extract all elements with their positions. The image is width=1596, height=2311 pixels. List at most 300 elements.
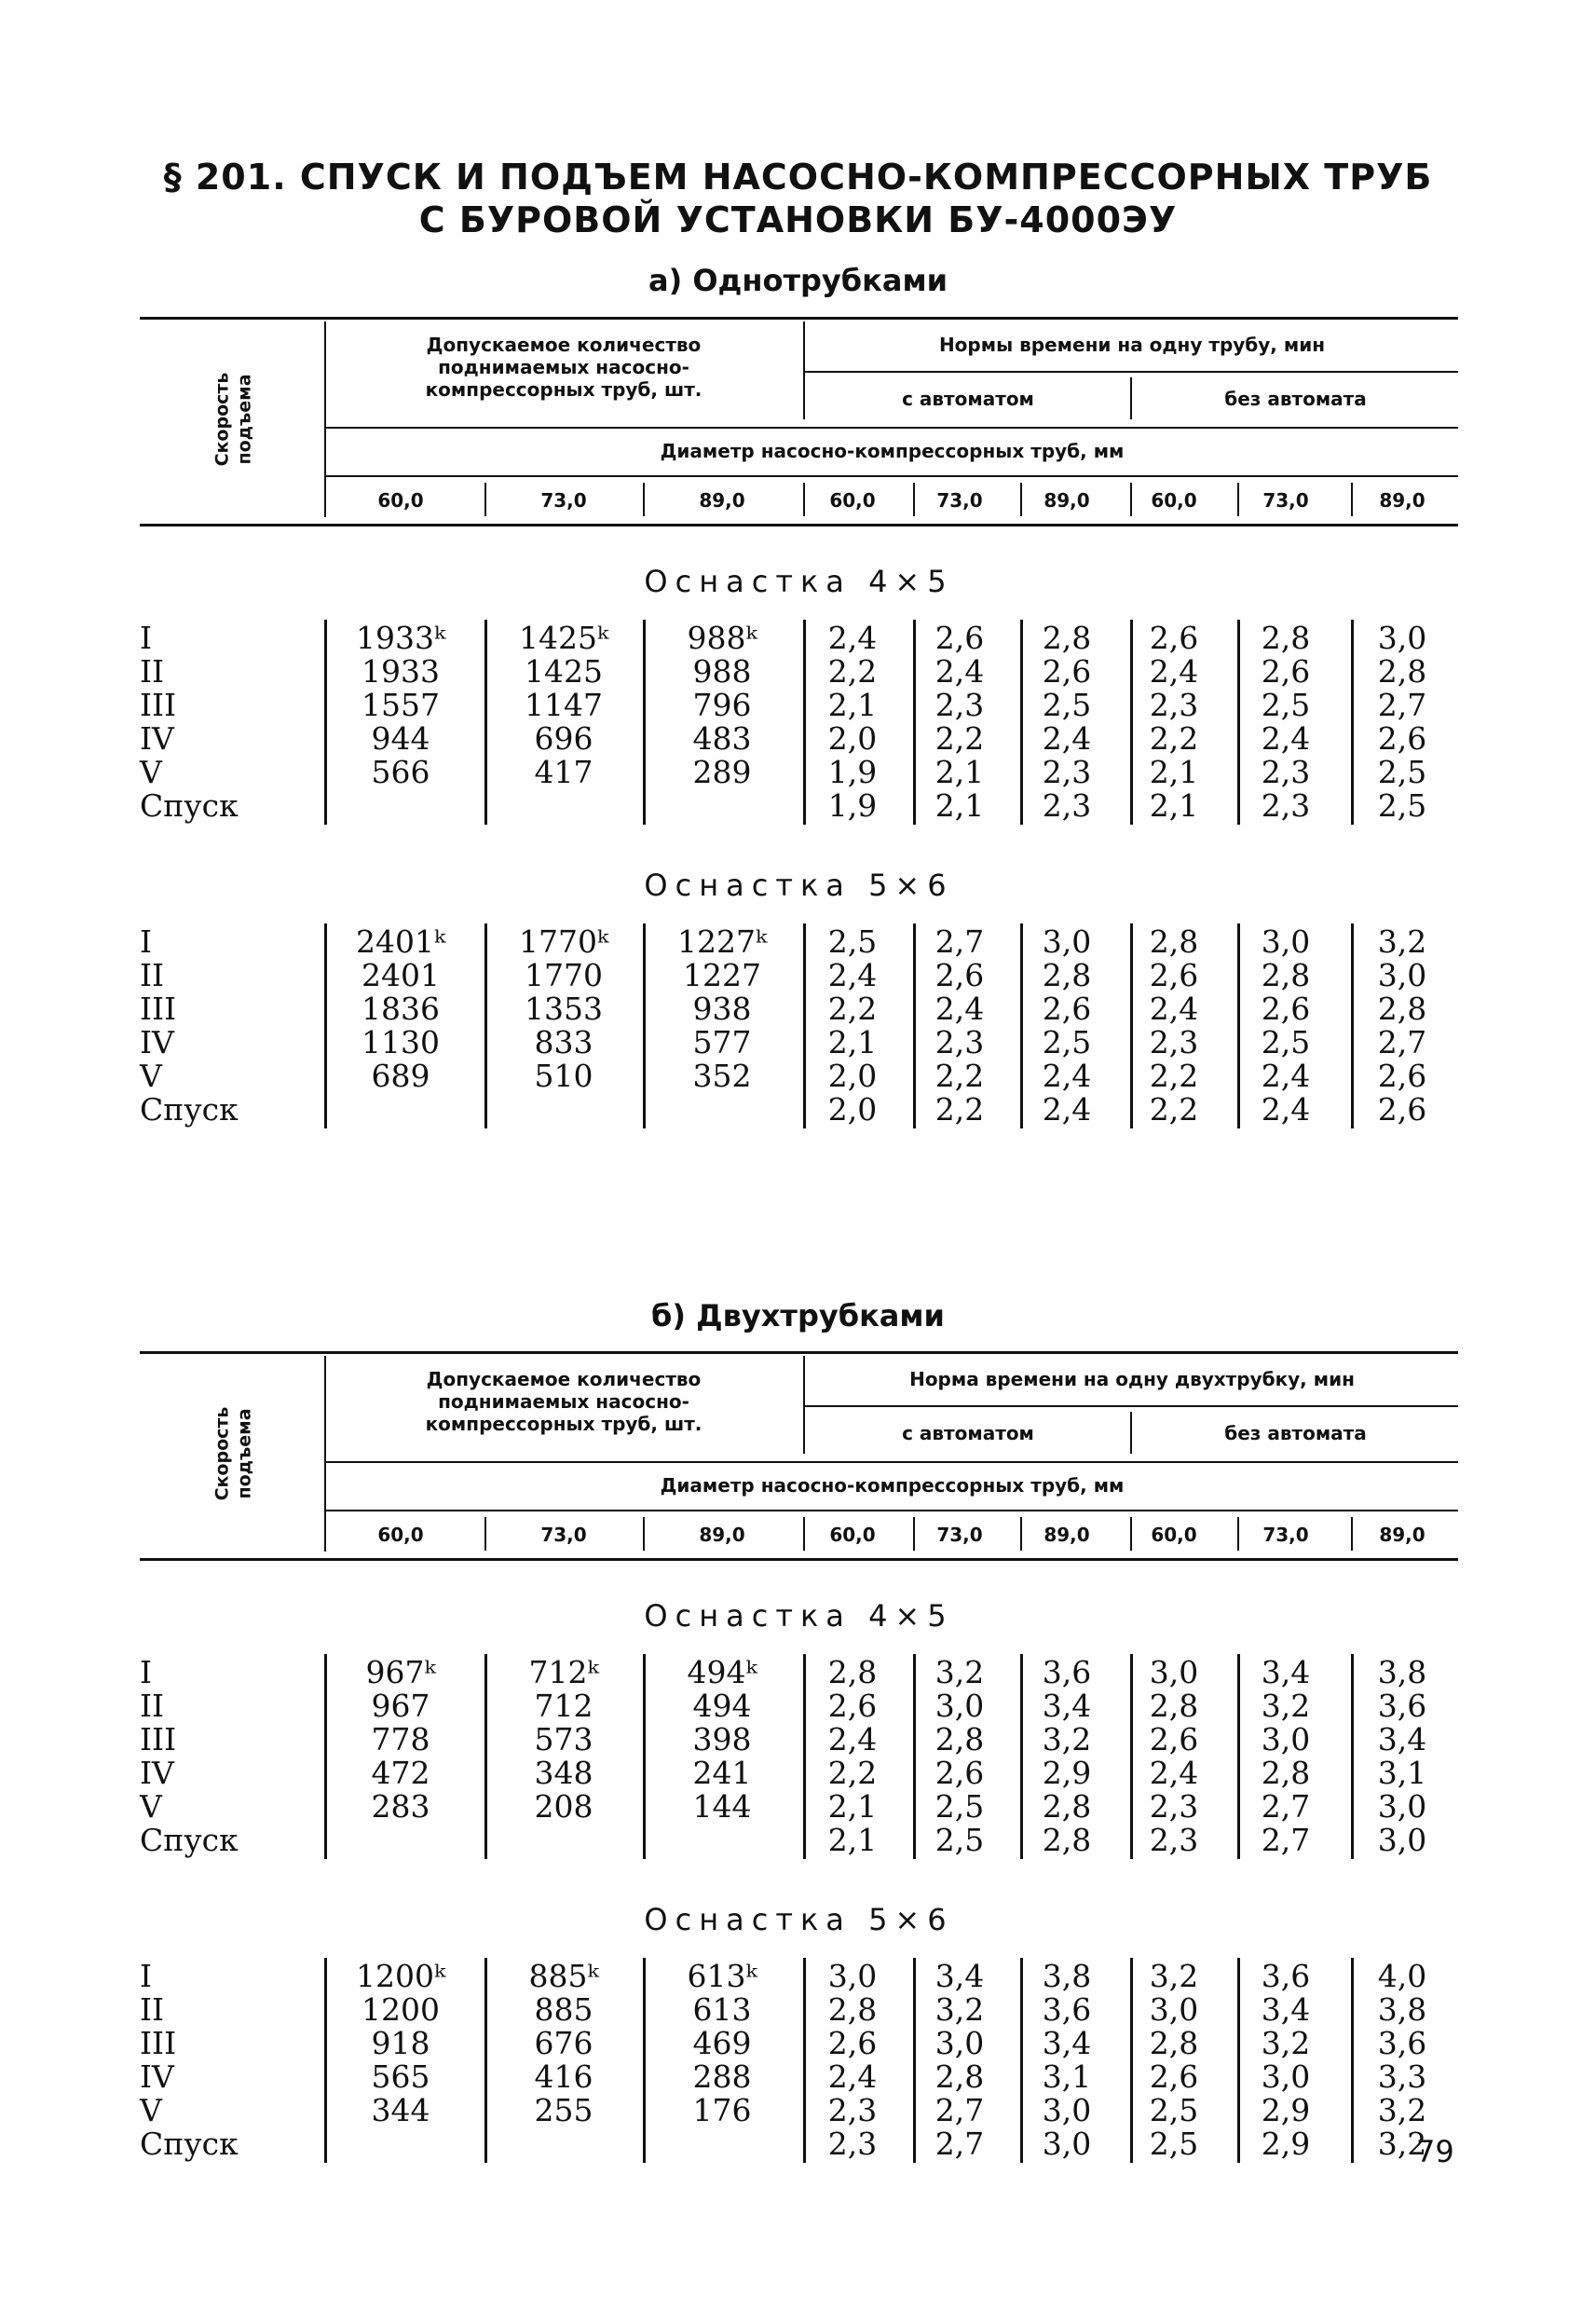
diameter-label: Диаметр насосно-компрессорных труб, мм xyxy=(660,440,1125,462)
section-a-title: а) Однотрубками xyxy=(648,263,948,298)
value-cell: 712 xyxy=(534,1688,593,1724)
diameter-value: 73,0 xyxy=(540,1524,587,1546)
diameter-value: 73,0 xyxy=(936,489,983,512)
value-cell: 2,5 xyxy=(1377,754,1427,790)
value-cell: 3,2 xyxy=(934,1654,985,1690)
value-cell: 2,7 xyxy=(934,923,985,960)
value-cell: 1200ᵏ xyxy=(355,1958,446,1994)
value-cell: 1557 xyxy=(361,687,440,723)
value-cell: 3,2 xyxy=(1042,1721,1092,1757)
value-cell: 2,2 xyxy=(1149,720,1199,757)
diameter-value: 60,0 xyxy=(829,489,876,512)
value-cell: 2,0 xyxy=(827,720,878,757)
value-cell: 3,2 xyxy=(1149,1958,1199,1994)
column-rule xyxy=(803,1654,806,1859)
value-cell: 696 xyxy=(534,720,593,757)
value-cell: 1933ᵏ xyxy=(355,620,446,656)
value-cell: 2,0 xyxy=(827,1058,878,1094)
count-label: Допускаемое количество поднимаемых насосно- компрессорных труб, шт. xyxy=(425,334,703,401)
rule-line xyxy=(484,1517,486,1551)
rule-line xyxy=(140,1558,1458,1561)
value-cell: 2,4 xyxy=(934,653,985,690)
column-rule xyxy=(913,1654,916,1859)
column-rule xyxy=(643,923,646,1128)
table-row xyxy=(140,1026,1458,1060)
speed-cell: IV xyxy=(140,2058,174,2095)
value-cell: 2,6 xyxy=(827,2025,878,2061)
value-cell: 613 xyxy=(692,1991,752,2028)
value-cell: 510 xyxy=(534,1058,593,1094)
rigging-group-title: Оснастка 4×5 xyxy=(644,564,954,599)
table-row xyxy=(140,1723,1458,1757)
value-cell: 3,8 xyxy=(1377,1991,1427,2028)
value-cell: 573 xyxy=(534,1721,593,1757)
value-cell: 1836 xyxy=(361,991,440,1027)
value-cell: 2,4 xyxy=(827,957,878,993)
value-cell: 2,1 xyxy=(827,1788,878,1825)
speed-label-text: Скорость подъема xyxy=(211,372,254,467)
value-cell: 2,6 xyxy=(1377,720,1427,757)
value-cell: 417 xyxy=(534,754,593,790)
value-cell: 2,9 xyxy=(1261,2092,1311,2128)
value-cell: 3,0 xyxy=(1042,2126,1092,2162)
value-cell: 1130 xyxy=(361,1024,440,1060)
value-cell: 255 xyxy=(534,2092,593,2128)
value-cell: 2,6 xyxy=(1149,1721,1199,1757)
value-cell: 2,1 xyxy=(934,787,985,824)
rule-line xyxy=(140,524,1458,526)
value-cell: 1147 xyxy=(525,687,603,723)
value-cell: 2,3 xyxy=(827,2126,878,2162)
speed-cell: Спуск xyxy=(140,787,239,824)
value-cell: 2,4 xyxy=(1042,1091,1092,1128)
value-cell: 2,3 xyxy=(1149,1788,1199,1825)
rule-line xyxy=(140,317,1458,320)
diameter-value: 73,0 xyxy=(1262,489,1309,512)
rule-line xyxy=(803,371,1458,373)
table-row xyxy=(140,789,1458,823)
value-cell: 2401ᵏ xyxy=(355,923,446,960)
diameter-value: 89,0 xyxy=(1044,489,1090,512)
value-cell: 2,8 xyxy=(827,1991,878,2028)
value-cell: 3,0 xyxy=(1042,923,1092,960)
rule-line xyxy=(1130,1412,1132,1454)
value-cell: 712ᵏ xyxy=(528,1654,599,1690)
speed-label xyxy=(140,326,326,513)
table-header xyxy=(140,1351,1458,1561)
value-cell: 3,4 xyxy=(1042,2025,1092,2061)
speed-cell: III xyxy=(140,2025,177,2061)
value-cell: 2,2 xyxy=(934,1058,985,1094)
value-cell: 2,4 xyxy=(1149,991,1199,1027)
value-cell: 3,4 xyxy=(1042,1688,1092,1724)
table-row xyxy=(140,722,1458,756)
speed-cell: Спуск xyxy=(140,1822,239,1858)
value-cell: 2,8 xyxy=(1261,957,1311,993)
value-cell: 2,5 xyxy=(1149,2126,1199,2162)
value-cell: 398 xyxy=(692,1721,752,1757)
value-cell: 2,7 xyxy=(1261,1822,1311,1858)
value-cell: 283 xyxy=(371,1788,430,1825)
value-cell: 3,6 xyxy=(1042,1991,1092,2028)
column-rule xyxy=(803,1958,806,2163)
value-cell: 2,3 xyxy=(827,2092,878,2128)
table-row xyxy=(140,756,1458,789)
speed-cell: Спуск xyxy=(140,2126,239,2162)
value-cell: 2,5 xyxy=(1042,1024,1092,1060)
table-row xyxy=(140,622,1458,655)
column-rule xyxy=(1351,923,1354,1128)
with-auto-label: с автоматом xyxy=(902,388,1034,410)
value-cell: 2,3 xyxy=(1042,754,1092,790)
value-cell: 2,6 xyxy=(1149,957,1199,993)
rule-line xyxy=(484,483,486,516)
column-rule xyxy=(1351,1654,1354,1859)
rule-line xyxy=(803,1405,1458,1407)
value-cell: 2,8 xyxy=(934,1721,985,1757)
rule-line xyxy=(1130,377,1132,419)
value-cell: 2,8 xyxy=(1261,1755,1311,1791)
value-cell: 2,4 xyxy=(1149,653,1199,690)
column-rule xyxy=(913,1958,916,2163)
value-cell: 3,0 xyxy=(934,1688,985,1724)
speed-cell: V xyxy=(140,2092,162,2128)
value-cell: 3,6 xyxy=(1377,2025,1427,2061)
column-rule xyxy=(1130,620,1133,825)
value-cell: 2,5 xyxy=(1042,687,1092,723)
section-b-title: б) Двухтрубками xyxy=(651,1298,945,1333)
value-cell: 2,3 xyxy=(934,1024,985,1060)
speed-cell: III xyxy=(140,1721,177,1757)
value-cell: 967ᵏ xyxy=(365,1654,436,1690)
speed-cell: I xyxy=(140,620,153,656)
speed-cell: I xyxy=(140,1958,153,1994)
value-cell: 3,2 xyxy=(1377,923,1427,960)
value-cell: 988 xyxy=(692,653,752,690)
value-cell: 3,1 xyxy=(1042,2058,1092,2095)
value-cell: 4,0 xyxy=(1377,1958,1427,1994)
column-rule xyxy=(643,620,646,825)
value-cell: 2,8 xyxy=(1149,2025,1199,2061)
value-cell: 1770ᵏ xyxy=(518,923,609,960)
value-cell: 938 xyxy=(692,991,752,1027)
value-cell: 2,1 xyxy=(827,1822,878,1858)
value-cell: 2,5 xyxy=(934,1788,985,1825)
value-cell: 577 xyxy=(692,1024,752,1060)
value-cell: 2,5 xyxy=(1261,687,1311,723)
value-cell: 3,2 xyxy=(1377,2092,1427,2128)
time-label: Нормы времени на одну трубу, мин xyxy=(938,334,1326,356)
value-cell: 2,9 xyxy=(1261,2126,1311,2162)
column-rule xyxy=(913,923,916,1128)
value-cell: 1933 xyxy=(361,653,440,690)
value-cell: 3,0 xyxy=(1377,1788,1427,1825)
speed-label-text: Скорость подъема xyxy=(211,1406,254,1501)
diameter-value: 60,0 xyxy=(829,1524,876,1546)
rule-line xyxy=(326,427,1458,429)
value-cell: 2,2 xyxy=(827,991,878,1027)
value-cell: 2,1 xyxy=(827,1024,878,1060)
with-auto-label: с автоматом xyxy=(902,1422,1034,1444)
value-cell: 2,8 xyxy=(1042,957,1092,993)
column-rule xyxy=(1351,1958,1354,2163)
value-cell: 3,0 xyxy=(1042,2092,1092,2128)
value-cell: 3,0 xyxy=(1261,2058,1311,2095)
value-cell: 3,0 xyxy=(827,1958,878,1994)
table-row xyxy=(140,689,1458,722)
column-rule xyxy=(1130,1654,1133,1859)
value-cell: 3,1 xyxy=(1377,1755,1427,1791)
value-cell: 208 xyxy=(534,1788,593,1825)
table-row xyxy=(140,959,1458,992)
value-cell: 2,7 xyxy=(934,2126,985,2162)
column-rule xyxy=(324,1654,327,1859)
column-rule xyxy=(643,1958,646,2163)
value-cell: 2,3 xyxy=(1149,1024,1199,1060)
table-row xyxy=(140,1093,1458,1127)
column-rule xyxy=(484,923,487,1128)
value-cell: 2,3 xyxy=(1261,754,1311,790)
value-cell: 2,4 xyxy=(827,2058,878,2095)
value-cell: 2,2 xyxy=(934,720,985,757)
value-cell: 3,2 xyxy=(1377,2126,1427,2162)
column-rule xyxy=(1237,620,1240,825)
value-cell: 3,0 xyxy=(934,2025,985,2061)
table-row xyxy=(140,1993,1458,2027)
speed-cell: V xyxy=(140,754,162,790)
time-label: Норма времени на одну двухтрубку, мин xyxy=(909,1368,1355,1390)
speed-cell: II xyxy=(140,957,165,993)
column-rule xyxy=(484,1654,487,1859)
value-cell: 2,4 xyxy=(934,991,985,1027)
value-cell: 2,3 xyxy=(1149,1822,1199,1858)
value-cell: 416 xyxy=(534,2058,593,2095)
value-cell: 1,9 xyxy=(827,754,878,790)
table-header xyxy=(140,317,1458,526)
value-cell: 2,3 xyxy=(1149,687,1199,723)
value-cell: 3,0 xyxy=(1149,1654,1199,1690)
value-cell: 3,6 xyxy=(1377,1688,1427,1724)
column-rule xyxy=(1351,620,1354,825)
count-label: Допускаемое количество поднимаемых насосно- компрессорных труб, шт. xyxy=(425,1368,703,1435)
value-cell: 348 xyxy=(534,1755,593,1791)
diameter-value: 60,0 xyxy=(377,1524,424,1546)
value-cell: 2,7 xyxy=(1261,1788,1311,1825)
diameter-value: 60,0 xyxy=(1151,1524,1197,1546)
value-cell: 2,8 xyxy=(1042,1788,1092,1825)
value-cell: 833 xyxy=(534,1024,593,1060)
value-cell: 241 xyxy=(692,1755,752,1791)
diameter-value: 73,0 xyxy=(1262,1524,1309,1546)
value-cell: 2,8 xyxy=(934,2058,985,2095)
table-row xyxy=(140,992,1458,1026)
value-cell: 2,4 xyxy=(1261,720,1311,757)
value-cell: 2,7 xyxy=(1377,1024,1427,1060)
column-rule xyxy=(803,923,806,1128)
table-row xyxy=(140,1790,1458,1824)
value-cell: 885 xyxy=(534,1991,593,2028)
diameter-value: 89,0 xyxy=(1044,1524,1090,1546)
value-cell: 1200 xyxy=(361,1991,440,2028)
rule-line xyxy=(643,1517,645,1551)
page-title-line2: С БУРОВОЙ УСТАНОВКИ БУ-4000ЭУ xyxy=(418,199,1178,240)
value-cell: 2,7 xyxy=(1377,687,1427,723)
value-cell: 3,0 xyxy=(1377,1822,1427,1858)
value-cell: 2,5 xyxy=(1261,1024,1311,1060)
table-row xyxy=(140,2094,1458,2127)
value-cell: 2,5 xyxy=(1149,2092,1199,2128)
value-cell: 2,8 xyxy=(1149,923,1199,960)
table-row xyxy=(140,1060,1458,1093)
value-cell: 2,6 xyxy=(1042,653,1092,690)
value-cell: 778 xyxy=(371,1721,430,1757)
rule-line xyxy=(643,483,645,516)
value-cell: 2,2 xyxy=(1149,1091,1199,1128)
speed-cell: III xyxy=(140,687,177,723)
page-number: 79 xyxy=(1416,2134,1454,2169)
column-rule xyxy=(324,1958,327,2163)
value-cell: 2,2 xyxy=(827,653,878,690)
value-cell: 2,4 xyxy=(827,1721,878,1757)
value-cell: 3,4 xyxy=(1261,1991,1311,2028)
rule-line xyxy=(326,475,1458,477)
speed-cell: V xyxy=(140,1058,162,1094)
value-cell: 2,1 xyxy=(934,754,985,790)
table-row xyxy=(140,1824,1458,1857)
value-cell: 2,6 xyxy=(934,1755,985,1791)
value-cell: 2,2 xyxy=(934,1091,985,1128)
column-rule xyxy=(484,620,487,825)
speed-cell: V xyxy=(140,1788,162,1825)
value-cell: 2,6 xyxy=(934,620,985,656)
value-cell: 1770 xyxy=(525,957,603,993)
value-cell: 2,3 xyxy=(1261,787,1311,824)
value-cell: 2,7 xyxy=(934,2092,985,2128)
table-row xyxy=(140,1656,1458,1689)
value-cell: 988ᵏ xyxy=(687,620,757,656)
value-cell: 2,4 xyxy=(1261,1058,1311,1094)
diameter-value: 60,0 xyxy=(1151,489,1197,512)
value-cell: 2,9 xyxy=(1042,1755,1092,1791)
value-cell: 3,0 xyxy=(1149,1991,1199,2028)
value-cell: 3,6 xyxy=(1042,1654,1092,1690)
value-cell: 2,6 xyxy=(1261,653,1311,690)
diameter-value: 73,0 xyxy=(540,489,587,512)
value-cell: 566 xyxy=(371,754,430,790)
column-rule xyxy=(484,1958,487,2163)
column-rule xyxy=(1237,923,1240,1128)
value-cell: 2,4 xyxy=(1261,1091,1311,1128)
value-cell: 2,8 xyxy=(1377,653,1427,690)
value-cell: 2401 xyxy=(361,957,440,993)
value-cell: 469 xyxy=(692,2025,752,2061)
value-cell: 565 xyxy=(371,2058,430,2095)
speed-cell: IV xyxy=(140,1755,174,1791)
value-cell: 289 xyxy=(692,754,752,790)
diameter-value: 89,0 xyxy=(699,1524,745,1546)
speed-cell: II xyxy=(140,653,165,690)
value-cell: 2,6 xyxy=(1042,991,1092,1027)
value-cell: 3,8 xyxy=(1377,1654,1427,1690)
value-cell: 3,0 xyxy=(1377,620,1427,656)
value-cell: 2,6 xyxy=(1261,991,1311,1027)
value-cell: 2,5 xyxy=(934,1822,985,1858)
speed-cell: III xyxy=(140,991,177,1027)
rule-line xyxy=(326,1510,1458,1511)
value-cell: 613ᵏ xyxy=(687,1958,757,1994)
table-row xyxy=(140,925,1458,959)
value-cell: 2,8 xyxy=(1377,991,1427,1027)
value-cell: 144 xyxy=(692,1788,752,1825)
value-cell: 1425ᵏ xyxy=(518,620,609,656)
value-cell: 885ᵏ xyxy=(528,1958,599,1994)
column-rule xyxy=(913,620,916,825)
speed-cell: IV xyxy=(140,720,174,757)
value-cell: 2,2 xyxy=(827,1755,878,1791)
value-cell: 3,2 xyxy=(1261,2025,1311,2061)
value-cell: 918 xyxy=(371,2025,430,2061)
value-cell: 3,4 xyxy=(934,1958,985,1994)
without-auto-label: без автомата xyxy=(1224,1422,1367,1444)
value-cell: 2,0 xyxy=(827,1091,878,1128)
speed-cell: IV xyxy=(140,1024,174,1060)
value-cell: 2,4 xyxy=(1042,1058,1092,1094)
value-cell: 1227ᵏ xyxy=(676,923,768,960)
table-row xyxy=(140,1960,1458,1993)
value-cell: 2,6 xyxy=(1377,1058,1427,1094)
value-cell: 3,4 xyxy=(1261,1654,1311,1690)
diameter-value: 73,0 xyxy=(936,1524,983,1546)
value-cell: 472 xyxy=(371,1755,430,1791)
value-cell: 2,4 xyxy=(1042,720,1092,757)
column-rule xyxy=(1020,620,1023,825)
value-cell: 2,6 xyxy=(934,957,985,993)
column-rule xyxy=(1020,1958,1023,2163)
section-a-table xyxy=(140,317,1458,1128)
value-cell: 2,4 xyxy=(1149,1755,1199,1791)
value-cell: 3,0 xyxy=(1377,957,1427,993)
value-cell: 494 xyxy=(692,1688,752,1724)
diameter-value: 60,0 xyxy=(377,489,424,512)
column-rule xyxy=(803,620,806,825)
speed-label xyxy=(140,1361,326,1547)
value-cell: 2,2 xyxy=(1149,1058,1199,1094)
value-cell: 3,0 xyxy=(1261,1721,1311,1757)
value-cell: 2,6 xyxy=(1149,2058,1199,2095)
value-cell: 2,5 xyxy=(1377,787,1427,824)
value-cell: 2,6 xyxy=(827,1688,878,1724)
value-cell: 2,8 xyxy=(827,1654,878,1690)
value-cell: 3,2 xyxy=(1261,1688,1311,1724)
page-title-line1: § 201. СПУСК И ПОДЪЕМ НАСОСНО-КОМПРЕССОРНЫХ ТРУБ xyxy=(163,157,1433,198)
table-row xyxy=(140,2127,1458,2161)
rigging-group-title: Оснастка 5×6 xyxy=(644,1902,954,1937)
value-cell: 2,1 xyxy=(827,687,878,723)
value-cell: 3,3 xyxy=(1377,2058,1427,2095)
without-auto-label: без автомата xyxy=(1224,388,1367,410)
value-cell: 2,8 xyxy=(1042,620,1092,656)
diameter-label: Диаметр насосно-компрессорных труб, мм xyxy=(660,1474,1125,1497)
column-rule xyxy=(324,620,327,825)
value-cell: 3,0 xyxy=(1261,923,1311,960)
value-cell: 2,6 xyxy=(1377,1091,1427,1128)
column-rule xyxy=(1237,1654,1240,1859)
table-row xyxy=(140,1757,1458,1790)
column-rule xyxy=(1237,1958,1240,2163)
column-rule xyxy=(324,923,327,1128)
value-cell: 344 xyxy=(371,2092,430,2128)
column-rule xyxy=(1020,1654,1023,1859)
